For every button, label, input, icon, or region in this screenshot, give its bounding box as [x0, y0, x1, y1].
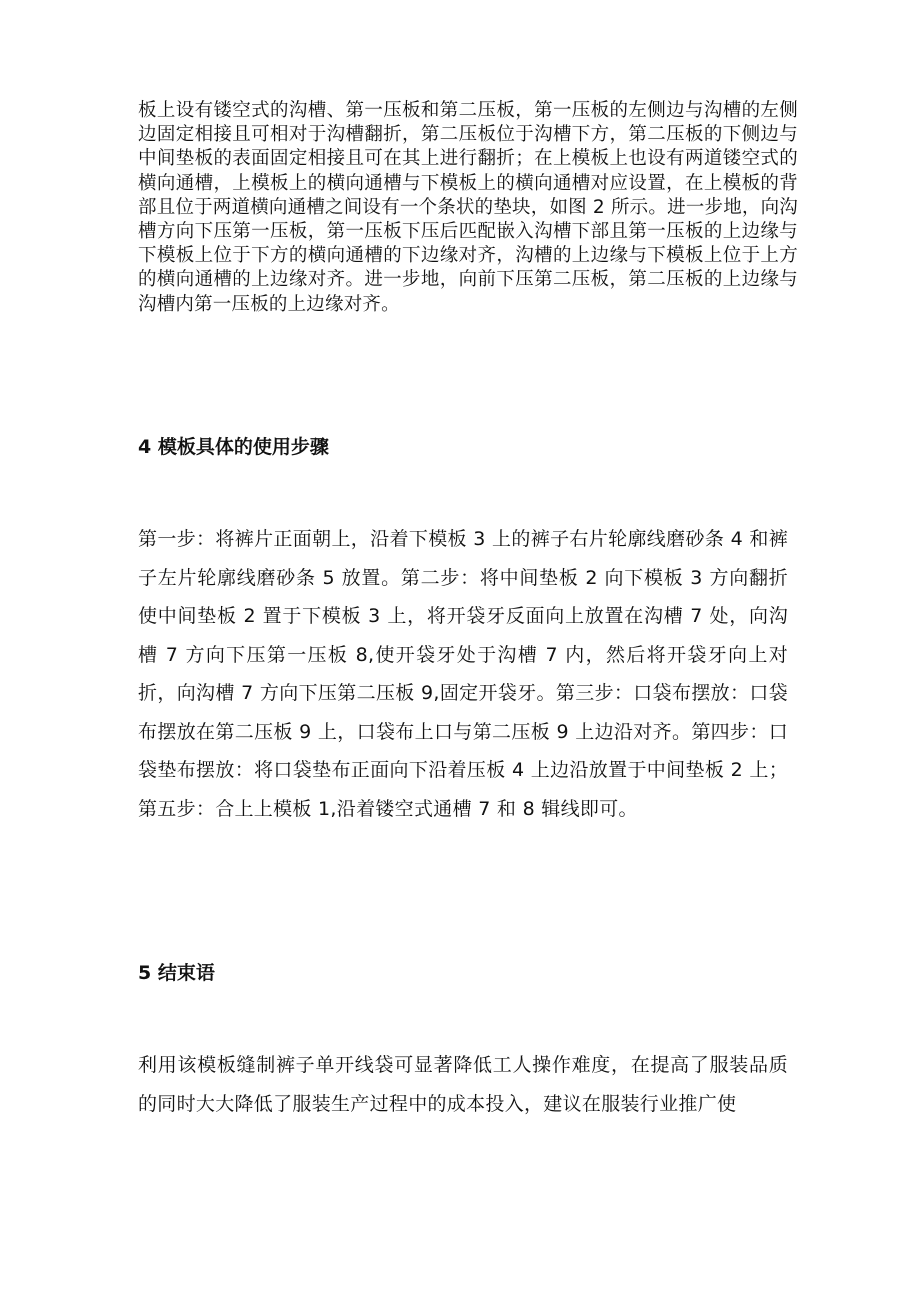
- section-4-heading: 4 模板具体的使用步骤: [138, 436, 329, 458]
- section-5-paragraph: 利用该模板缝制裤子单开线袋可显著降低工人操作难度，在提高了服装品质的同时大大降低了服装生产过程中的成本投入，建议在服装行业推广使: [138, 1054, 788, 1115]
- section-5-heading: 5 结束语: [138, 962, 215, 984]
- section-4-paragraph: 第一步：将裤片正面朝上，沿着下模板 3 上的裤子右片轮廓线磨砂条 4 和裤子左片轮廓线磨砂条 5 放置。第二步：将中间垫板 2 向下模板 3 方向翻折使中间垫板 2 置于下模板 3 上，将开袋牙反面向上放置在沟槽 7 处，向沟槽 7 方向下压第一压板 8,使开袋牙处于沟槽 7 内，然后将开袋牙向上对折，向沟槽 7 方向下压第二压板 9,固定开袋牙。第三步：口袋布摆放：口袋布摆放在第二压板 9 上，口袋布上口与第二压板 9 上边沿对齐。第四步：口袋垫布摆放：将口袋垫布正面向下沿着压板 4 上边沿放置于中间垫板 2 上；第五步：合上上模板 1,沿着镂空式通槽 7 和 8 辑线即可。: [138, 528, 788, 820]
- intro-paragraph: 板上设有镂空式的沟槽、第一压板和第二压板，第一压板的左侧边与沟槽的左侧边固定相接且可相对于沟槽翻折，第二压板位于沟槽下方，第二压板的下侧边与中间垫板的表面固定相接且可在其上进行翻折；在上模板上也设有两道镂空式的横向通槽，上模板上的横向通槽与下模板上的横向通槽对应设置，在上模板的背部且位于两道横向通槽之间设有一个条状的垫块，如图 2 所示。进一步地，向沟槽方向下压第一压板，第一压板下压后匹配嵌入沟槽下部且第一压板的上边缘与下模板上位于下方的横向通槽的下边缘对齐，沟槽的上边缘与下模板上位于上方的横向通槽的上边缘对齐。进一步地，向前下压第二压板，第二压板的上边缘与沟槽内第一压板的上边缘对齐。: [138, 100, 798, 315]
